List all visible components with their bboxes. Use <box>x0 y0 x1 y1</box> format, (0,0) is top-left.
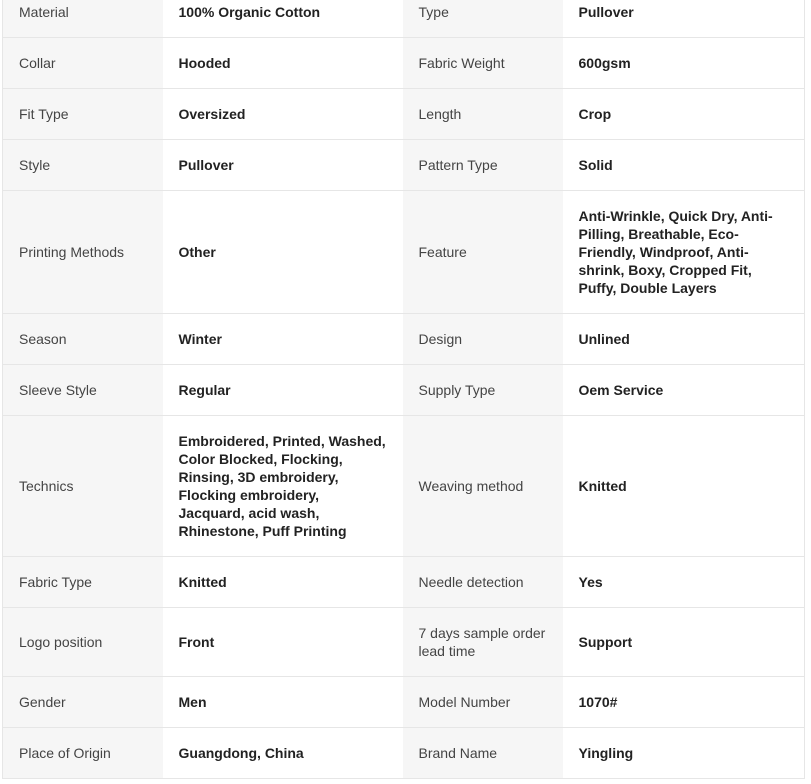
spec-key: Logo position <box>3 608 163 677</box>
spec-value: 600gsm <box>563 38 805 89</box>
spec-value: Front <box>163 608 403 677</box>
spec-value: Other <box>163 191 403 314</box>
spec-key: Gender <box>3 677 163 728</box>
spec-value: Knitted <box>563 416 805 557</box>
table-row <box>3 557 805 608</box>
spec-key: Sleeve Style <box>3 365 163 416</box>
table-row <box>3 365 805 416</box>
spec-key: Printing Methods <box>3 191 163 314</box>
table-row <box>3 416 805 557</box>
spec-value: 1070# <box>563 677 805 728</box>
spec-value: Anti-Wrinkle, Quick Dry, Anti-Pilling, Breathable, Eco-Friendly, Windproof, Anti-shrink, Boxy, Cropped Fit, Puffy, Double Layers <box>563 191 805 314</box>
table-row <box>3 191 805 314</box>
spec-key: Pattern Type <box>403 140 563 191</box>
spec-key: Fabric Type <box>3 557 163 608</box>
spec-key: Feature <box>403 191 563 314</box>
spec-value: Embroidered, Printed, Washed, Color Blocked, Flocking, Rinsing, 3D embroidery, Flocking embroidery, Jacquard, acid wash, Rhinestone, Puff Printing <box>163 416 403 557</box>
spec-key: Fit Type <box>3 89 163 140</box>
product-spec-table <box>2 0 805 779</box>
spec-value: Pullover <box>163 140 403 191</box>
spec-key: Type <box>403 0 563 38</box>
spec-key: Technics <box>3 416 163 557</box>
spec-key: Length <box>403 89 563 140</box>
spec-key: Collar <box>3 38 163 89</box>
spec-value: Guangdong, China <box>163 728 403 779</box>
spec-value: Yingling <box>563 728 805 779</box>
spec-value: Solid <box>563 140 805 191</box>
table-row <box>3 608 805 677</box>
spec-key: Place of Origin <box>3 728 163 779</box>
spec-value: Crop <box>563 89 805 140</box>
spec-key: Weaving method <box>403 416 563 557</box>
table-row <box>3 314 805 365</box>
spec-value: Men <box>163 677 403 728</box>
spec-value: Winter <box>163 314 403 365</box>
spec-value: Yes <box>563 557 805 608</box>
table-row <box>3 89 805 140</box>
spec-value: 100% Organic Cotton <box>163 0 403 38</box>
spec-key: Material <box>3 0 163 38</box>
table-row <box>3 0 805 38</box>
spec-key: Needle detection <box>403 557 563 608</box>
table-row <box>3 38 805 89</box>
spec-key: Fabric Weight <box>403 38 563 89</box>
spec-value: Knitted <box>163 557 403 608</box>
spec-key: Design <box>403 314 563 365</box>
spec-value: Oversized <box>163 89 403 140</box>
table-row <box>3 140 805 191</box>
spec-key: Model Number <box>403 677 563 728</box>
spec-value: Oem Service <box>563 365 805 416</box>
spec-key: 7 days sample order lead time <box>403 608 563 677</box>
spec-value: Pullover <box>563 0 805 38</box>
spec-key: Supply Type <box>403 365 563 416</box>
spec-key: Season <box>3 314 163 365</box>
table-row <box>3 677 805 728</box>
table-row <box>3 728 805 779</box>
spec-key: Brand Name <box>403 728 563 779</box>
spec-value: Unlined <box>563 314 805 365</box>
spec-value: Regular <box>163 365 403 416</box>
spec-key: Style <box>3 140 163 191</box>
spec-value: Support <box>563 608 805 677</box>
spec-value: Hooded <box>163 38 403 89</box>
